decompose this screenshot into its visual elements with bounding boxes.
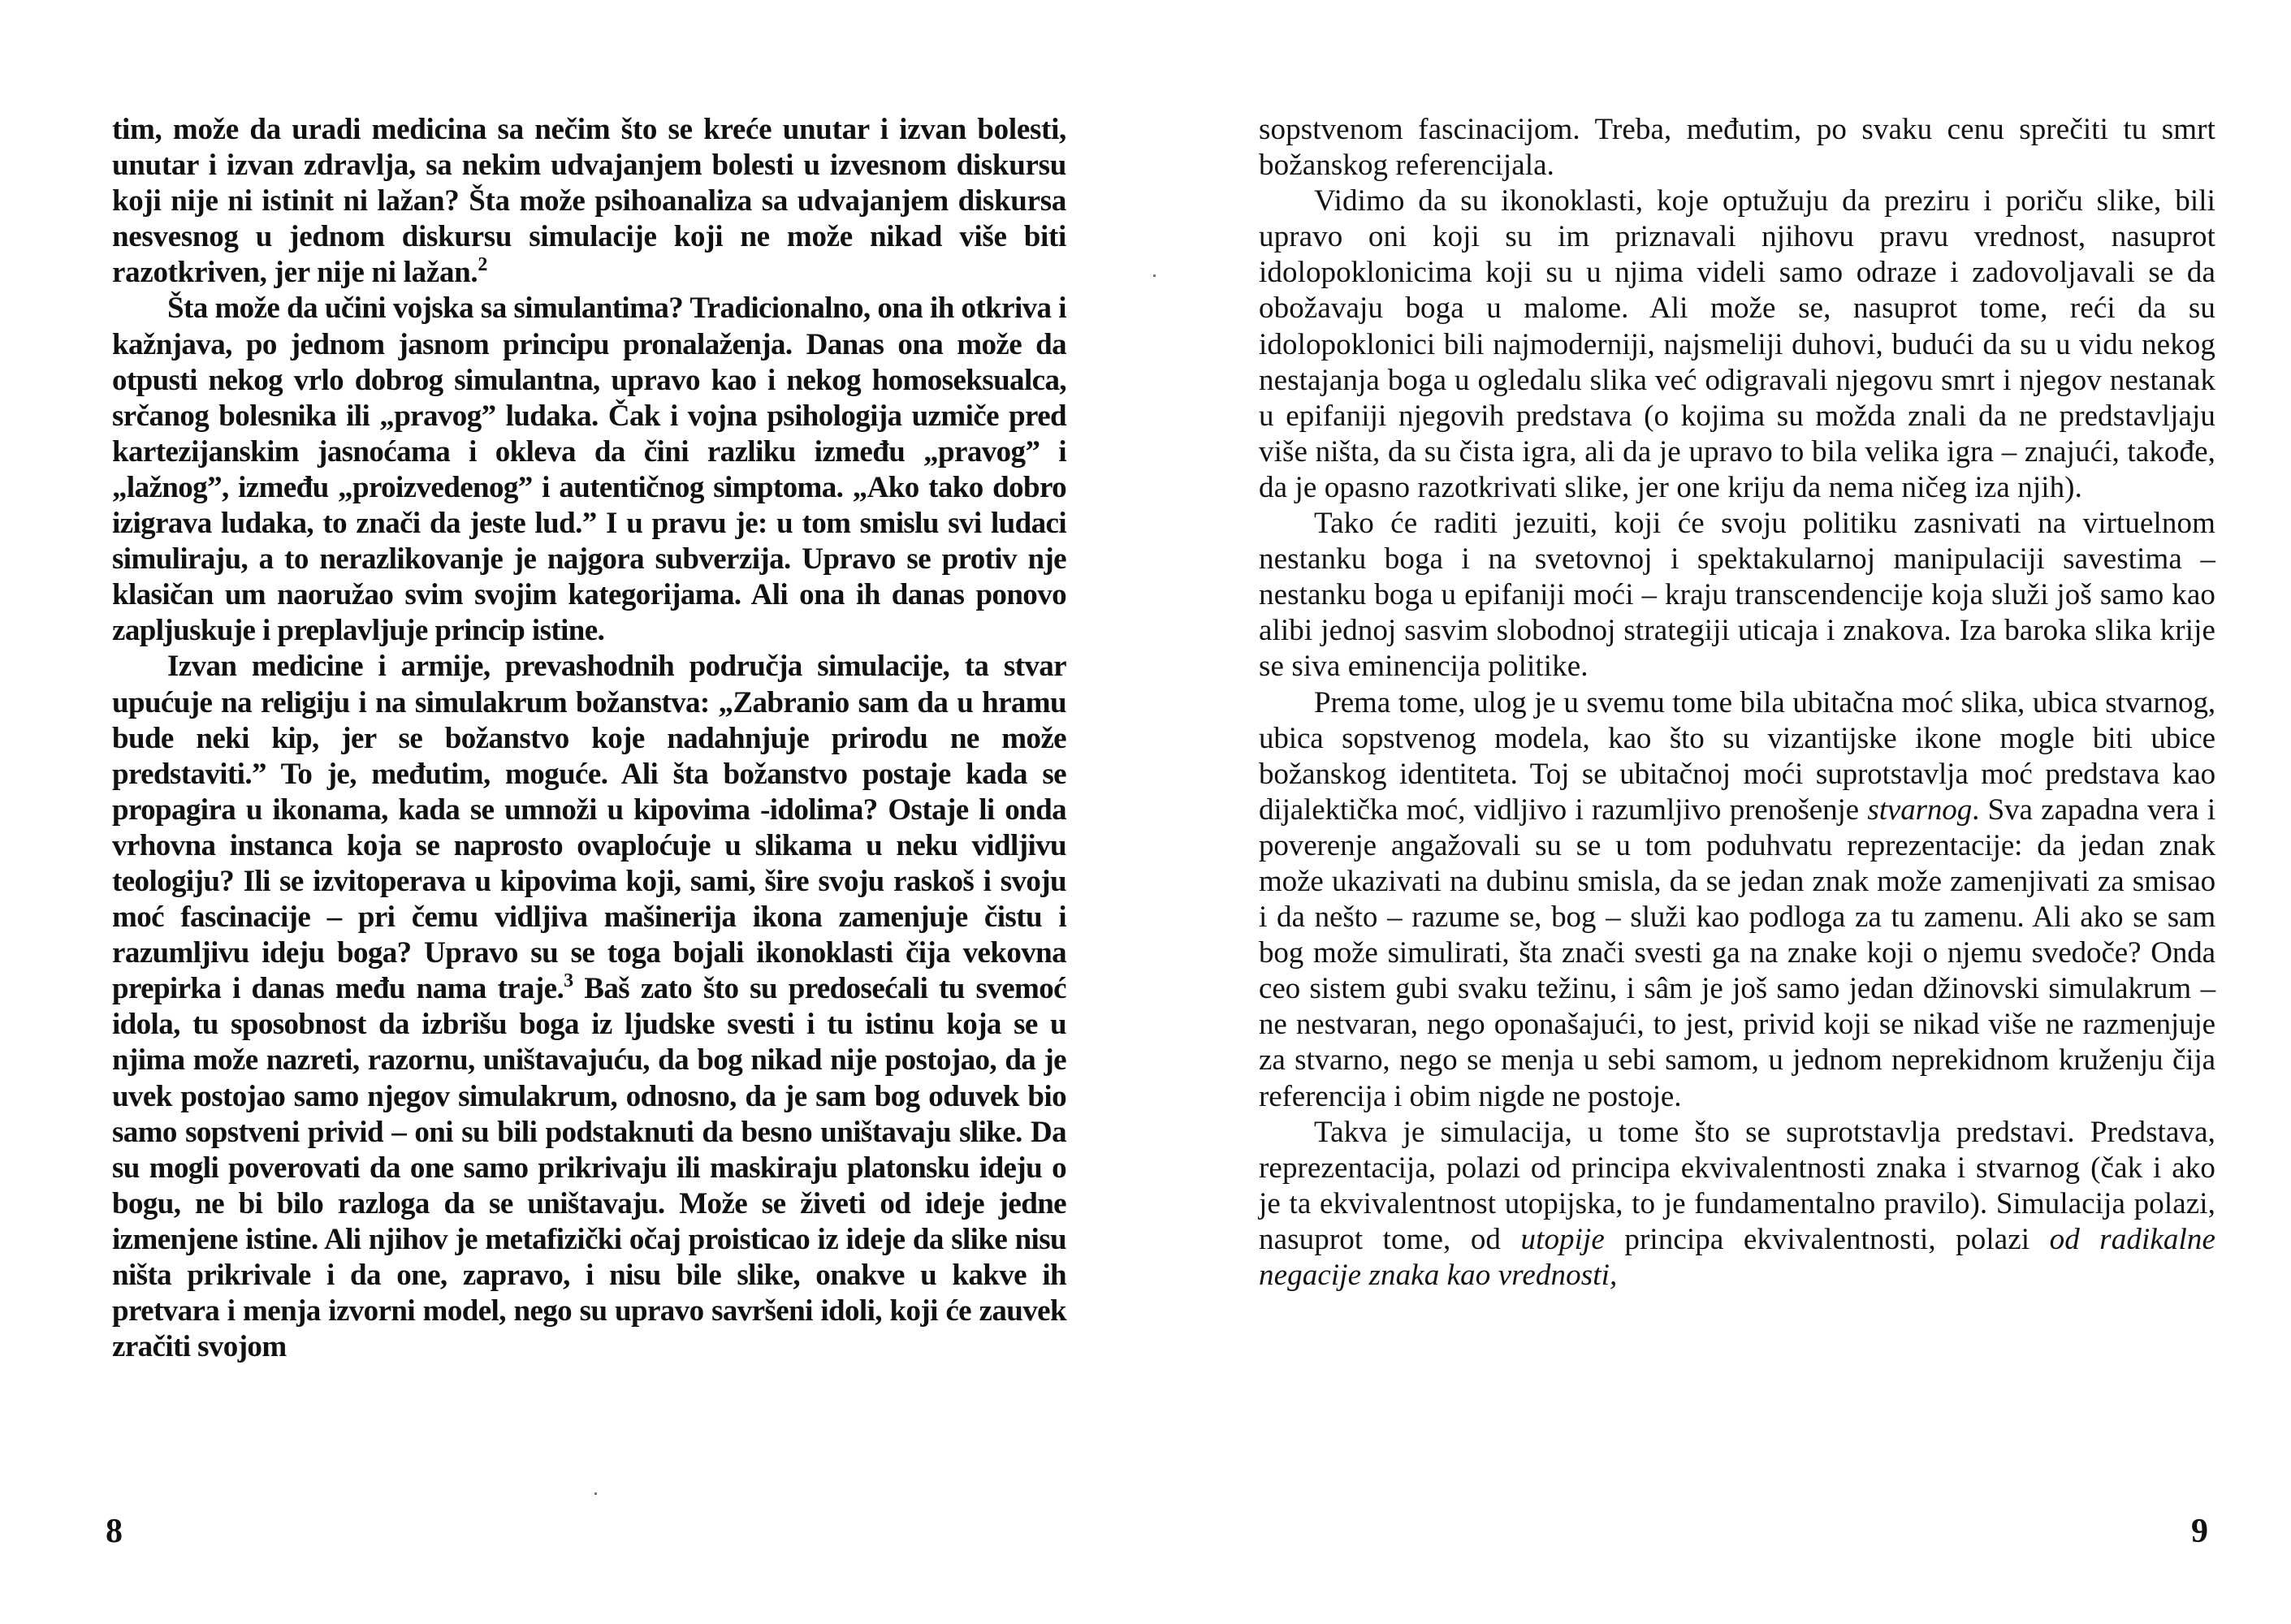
right-paragraph-1 xyxy=(1259,112,2215,184)
text-segment: Prema tome, ulog je u svemu tome bila ubitačna moć slika, ubica stvarnog, ubica sopstvenog modela, kao što su vizantijske ikone mogle biti ubice božanskog identiteta. Toj se ubitačnoj moći suprotstavlja moć predstava kao dijalektička moć, vidljivo i razumljivo prenošenje xyxy=(1259,685,2215,827)
text-segment: sopstvenom fascinacijom. Treba, međutim, po svaku cenu sprečiti tu smrt božanskog referencijala. xyxy=(1259,113,2215,183)
left-page-number: 8 xyxy=(106,1513,123,1550)
right-page-number: 9 xyxy=(2191,1513,2208,1550)
text-segment: principa ekvivalentnosti, polazi xyxy=(1604,1222,2050,1256)
footnote-ref-2: 2 xyxy=(478,254,488,276)
left-page-text xyxy=(112,112,1066,1365)
text-segment: . Sva zapadna vera i poverenje angažovali su se u tom poduhvatu reprezentacije: da jedan znak može ukazivati na dubinu smisla, da se jedan znak može zamenjivati za smisao i da nešto – razume se, bog – služi kao podloga za tu zamenu. Ali ako se sam bog može simulirati, šta znači svesti ga na znake koji o njemu svedoče? Onda ceo sistem gubi svaku težinu, i sâm je još samo jedan džinovski simulakrum – ne nestvaran, nego oponašajući, to jest, privid koji se nikad više ne razmenjuje za stvarno, nego se menja u sebi samom, u jednom neprekidnom kruženju čija referencija i obim nigde ne postoje. xyxy=(1259,793,2215,1113)
footnote-ref-3: 3 xyxy=(564,970,573,992)
scan-speck xyxy=(594,1492,597,1495)
italic-term: utopije xyxy=(1520,1222,1605,1256)
text-segment: Takva je simulacija, u tome što se suprotstavlja predstavi. Predstava, reprezentacija, polazi od principa ekvivalentnosti znaka i stvarnog (čak i ako je ta ekvivalentnost utopijska, to je fundamentalno pravilo). Simulacija polazi, nasuprot tome, od xyxy=(1259,1115,2215,1256)
italic-term: stvarnog xyxy=(1867,793,1973,827)
left-paragraph-1 xyxy=(112,112,1066,291)
right-paragraph-4 xyxy=(1259,685,2215,1115)
scan-speck xyxy=(1153,274,1156,277)
right-paragraph-2 xyxy=(1259,184,2215,506)
right-page-text xyxy=(1259,112,2215,1294)
text-segment: Izvan medicine i armije, prevashodnih područja simulacije, ta stvar upućuje na religiju i na simulakrum božanstva: „Zabranio sam da u hramu bude neki kip, jer se božanstvo koje nadahnjuje prirodu ne može predstaviti.” To je, međutim, moguće. Ali šta božanstvo postaje kada se propagira u ikonama, kada se umnoži u kipovima -idolima? Ostaje li onda vrhovna instanca koja se naprosto ovaploćuje u slikama u neku vidljivu teologiju? Ili se izvitoperava u kipovima koji, sami, šire svoju raskoš i svoju moć fascinacije – pri čemu vidljiva mašinerija ikona zamenjuje čistu i razumljivu ideju boga? Upravo su se toga bojali ikonoklasti čija vekovna prepirka i danas među nama traje. xyxy=(112,650,1066,1006)
left-paragraph-3 xyxy=(112,649,1066,1365)
text-segment: Baš zato što su predosećali tu svemoć idola, tu sposobnost da izbrišu boga iz ljudske svesti i tu istinu koja se u njima može nazreti, razornu, uništavajuću, da bog nikad nije postojao, da je uvek postojao samo njegov simulakrum, odnosno, da je sam bog oduvek bio samo sopstveni privid – oni su bili podstaknuti da besno uništavaju slike. Da su mogli poverovati da one samo prikrivaju ili maskiraju platonsku ideju o bogu, ne bi bilo razloga da se uništavaju. Može se živeti od ideje jedne izmenjene istine. Ali njihov je metafizički očaj proisticao iz ideje da slike nisu ništa prikrivale i da one, zapravo, i nisu bile slike, onakve u kakve ih pretvara i menja izvorni model, nego su upravo savršeni idoli, koji će zauvek zračiti svojom xyxy=(112,972,1066,1364)
right-paragraph-5 xyxy=(1259,1115,2215,1294)
text-segment: Tako će raditi jezuiti, koji će svoju politiku zasnivati na virtuelnom nestanku boga i na svetovnoj i spektakularnoj manipulaciji savestima – nestanku boga u epifaniji moći – kraju transcendencije koja služi još samo kao alibi jednoj sasvim slobodnoj strategiji uticaja i znakova. Iza baroka slika krije se siva eminencija politike. xyxy=(1259,507,2215,684)
text-segment: Šta može da učini vojska sa simulantima? Tradicionalno, ona ih otkriva i kažnjava, po jednom jasnom principu pronalaženja. Danas ona može da otpusti nekog vrlo dobrog simulantna, upravo kao i nekog homoseksualca, srčanog bolesnika ili „pravog” ludaka. Čak i vojna psihologija uzmiče pred kartezijanskim jasnoćama i okleva da čini razliku između „pravog” i „lažnog”, između „proizvedenog” i autentičnog simptoma. „Ako tako dobro izigrava ludaka, to znači da jeste lud.” I u pravu je: u tom smislu svi ludaci simuliraju, a to nerazlikovanje je najgora subverzija. Upravo se protiv nje klasičan um naoružao svim svojim kategorijama. Ali ona ih danas ponovo zapljuskuje i preplavljuje princip istine. xyxy=(112,292,1066,648)
right-paragraph-3 xyxy=(1259,506,2215,685)
left-paragraph-2 xyxy=(112,291,1066,649)
italic-phrase: od radikalne negacije znaka kao vrednosti, xyxy=(1259,1222,2215,1292)
text-segment: Vidimo da su ikonoklasti, koje optužuju da preziru i poriču slike, bili upravo oni koji su im priznavali njihovu pravu vrednost, nasuprot idolopoklonicima koji su u njima videli samo odraze i zadovoljavali se da obožavaju boga u malome. Ali može se, nasuprot tome, reći da su idolopoklonici bili najmoderniji, najsmeliji duhovi, budući da su u vidu nekog nestajanja boga u ogledalu slika već odigravali njegovu smrt i njegov nestanak u epifaniji njegovih predstava (o kojima su možda znali da ne predstavljaju više ništa, da su čista igra, ali da je upravo to bila velika igra – znajući, takođe, da je opasno razotkrivati slike, jer one kriju da nema ničeg iza njih). xyxy=(1259,184,2215,504)
text-segment: tim, može da uradi medicina sa nečim što se kreće unutar i izvan bolesti, unutar i izvan zdravlja, sa nekim udvajanjem bolesti u izvesnom diskursu koji nije ni istinit ni lažan? Šta može psihoanaliza sa udvajanjem diskursa nesvesnog u jednom diskursu simulacije koji ne može nikad više biti razotkriven, jer nije ni lažan. xyxy=(112,113,1066,290)
